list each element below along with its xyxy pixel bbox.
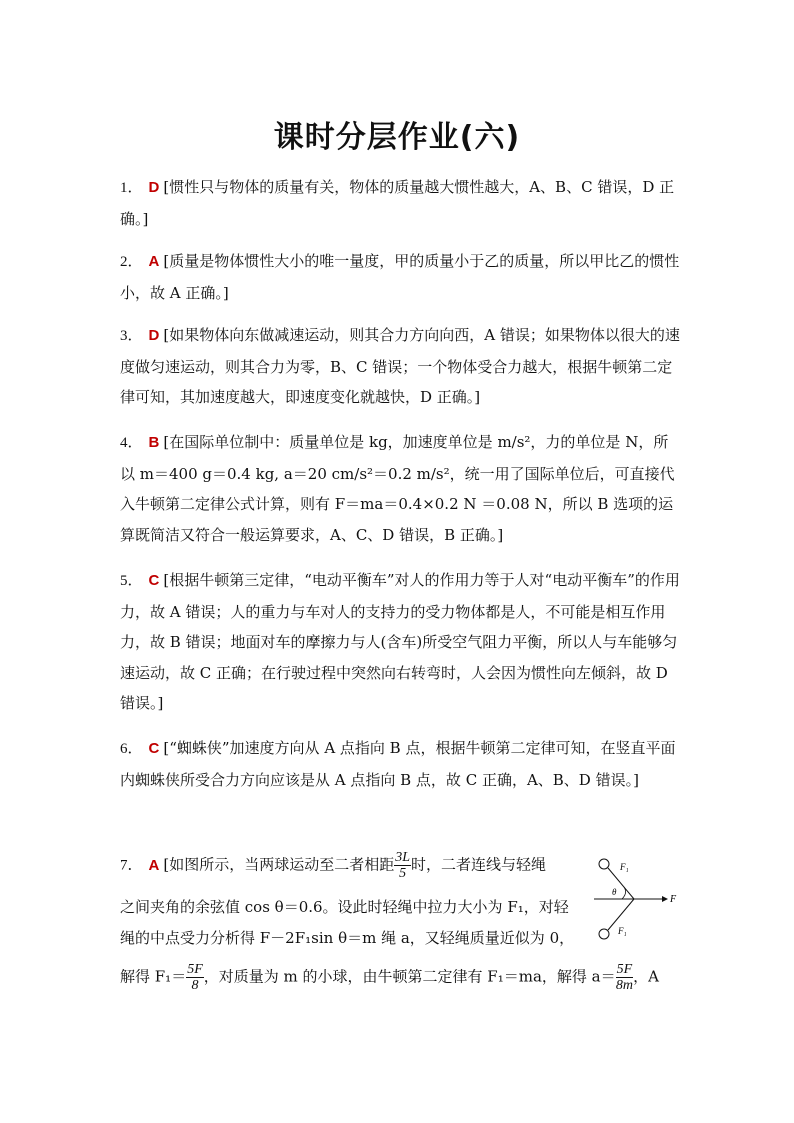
answer-item-4 — [120, 427, 680, 550]
explanation: [如果物体向东做减速运动，则其合力方向向西，A 错误；如果物体以很大的速度做匀速运动，则其合力为零，B、C 错误；一个物体受合力越大，根据牛顿第二定律可知，其加速度越大，即速度变化就越快，D 正确。] — [120, 326, 680, 406]
label-theta: θ — [612, 887, 617, 897]
answer-letter: C — [148, 572, 160, 589]
explanation: [根据牛顿第三定律，“电动平衡车”对人的作用力等于人对“电动平衡车”的作用力，故 A 错误；人的重力与车对人的支持力的受力物体都是人，不可能是相互作用力，故 B 错误；地面对车的摩擦力与人(含车)所受空气阻力平衡，所以人与车能够匀速运动，故 C 正确；在行驶过程中突然向右转弯时，人会因为惯性向左倾斜，故 D 错误。] — [120, 571, 680, 712]
answer-letter: D — [148, 327, 160, 344]
label-f: F — [670, 894, 677, 905]
explanation-line: 之间夹角的余弦值 cos θ＝0.6。设此时轻绳中拉力大小为 F₁，对轻 — [120, 898, 569, 916]
explanation-line: 绳的中点受力分析得 F－2F₁sin θ＝m 绳 a，又轻绳质量近似为 0， — [120, 929, 575, 947]
ball-top — [599, 859, 609, 869]
label-f1: F₁ — [620, 862, 629, 872]
explanation: [在国际单位制中：质量单位是 kg，加速度单位是 m/s²，力的单位是 N，所以 m＝400 g＝0.4 kg, a＝20 cm/s²＝0.2 m/s²，统一用了国际单位后，可直接代入牛顿第二定律公式计算，则有 F＝ma＝0.4×0.2 N ＝0.08 N，所以 B 选项的运算既简洁又符合一般运算要求，A、C、D 错误，B 正确。] — [120, 433, 675, 544]
answer-item-1 — [120, 172, 680, 234]
force-diagram — [588, 852, 678, 944]
answer-item-2 — [120, 246, 680, 308]
explanation-line: ，A — [633, 967, 660, 986]
ball-bottom — [599, 929, 609, 939]
explanation: [“蜘蛛侠”加速度方向从 A 点指向 B 点，根据牛顿第二定律可知，在竖直平面内蜘蛛侠所受合力方向应该是从 A 点指向 B 点，故 C 正确，A、B、D 错误。] — [120, 739, 676, 789]
fraction: $\frac{3L}{5}$ — [395, 850, 411, 881]
answer-letter: C — [148, 740, 160, 757]
item-number: 3． — [120, 328, 143, 344]
fraction: $\frac{5F}{8}$ — [187, 962, 203, 993]
explanation-line: ，对质量为 m 的小球，由牛顿第二定律有 F₁＝ma，解得 a＝ — [203, 967, 616, 986]
explanation: [惯性只与物体的质量有关，物体的质量越大惯性越大，A、B、C 错误，D 正确。] — [120, 178, 675, 228]
item-number: 5． — [120, 573, 143, 589]
label-f1-bottom: F₁ — [618, 926, 627, 936]
answer-item-3 — [120, 320, 680, 413]
fraction: $\frac{5F}{8m}$ — [615, 962, 633, 993]
arrow-head — [662, 896, 668, 902]
answer-letter: A — [148, 253, 160, 270]
explanation-line: 解得 F₁＝ — [120, 967, 187, 986]
page-title: 课时分层作业(六) — [273, 120, 521, 155]
item-number: 6． — [120, 741, 143, 757]
item-number: 7． — [120, 857, 143, 874]
item-number: 1． — [120, 180, 143, 196]
item-number: 4． — [120, 435, 143, 451]
explanation: [质量是物体惯性大小的唯一量度，甲的质量小于乙的质量，所以甲比乙的惯性小，故 A 正确。] — [120, 252, 680, 302]
explanation-line: [如图所示，当两球运动至二者相距 — [163, 855, 395, 874]
angle-arc — [622, 887, 626, 899]
answer-letter: B — [148, 434, 160, 451]
explanation-line: 时，二者连线与轻绳 — [411, 855, 547, 874]
answer-letter: D — [148, 179, 160, 196]
item-number: 2． — [120, 254, 143, 270]
answer-letter: A — [148, 856, 160, 874]
answer-item-6 — [120, 733, 680, 795]
answer-item-5 — [120, 565, 680, 719]
